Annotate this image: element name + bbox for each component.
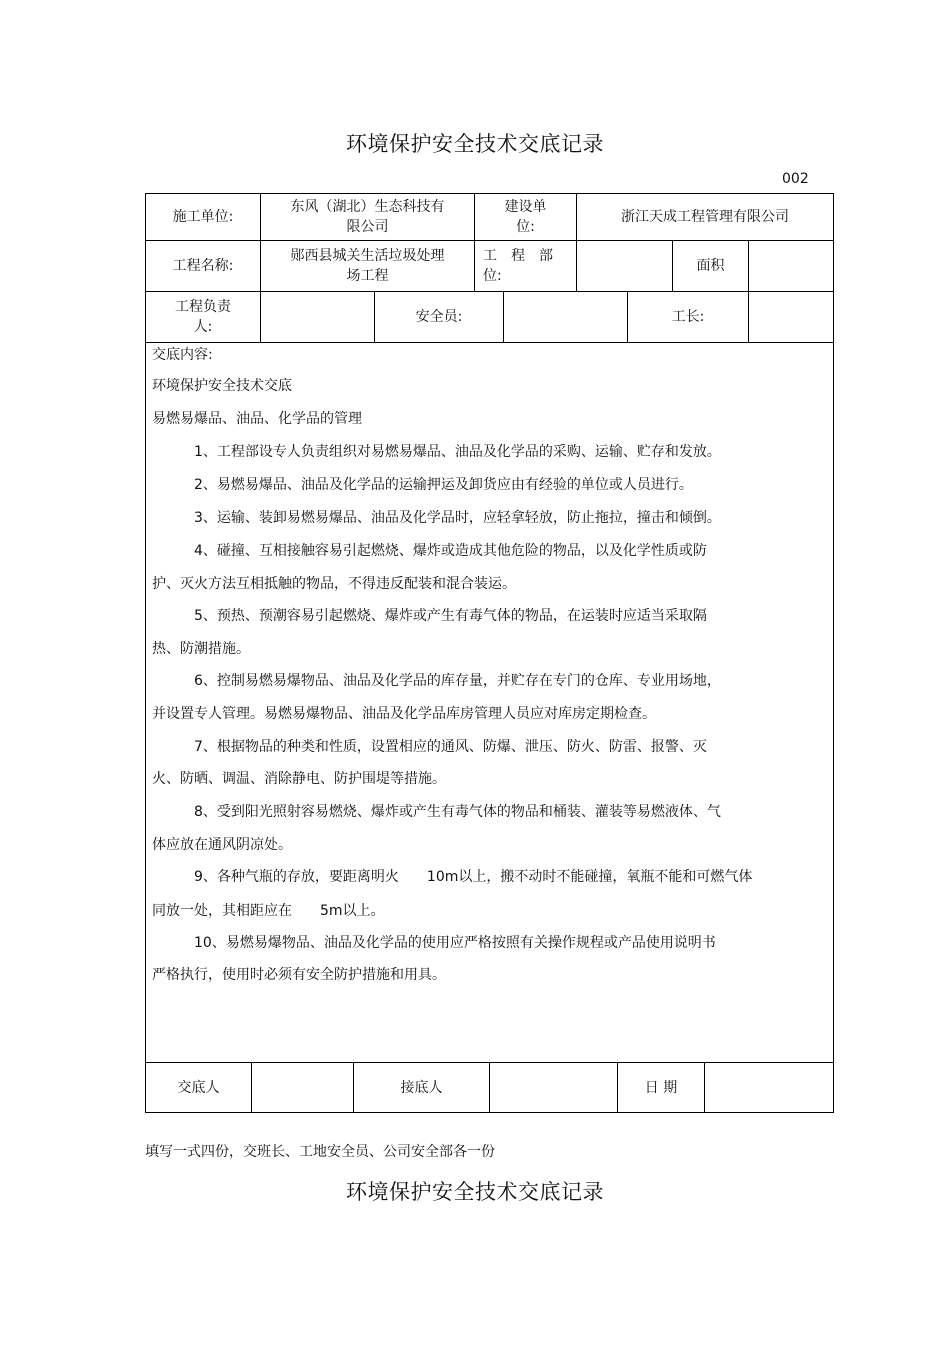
content-label: 交底内容: [152, 347, 213, 363]
document-number: 002 [782, 171, 809, 187]
table-col-divider [503, 291, 504, 343]
content-item: 8、受到阳光照射容易燃烧、爆炸或产生有毒气体的物品和桶装、灌装等易燃液体、气 [194, 804, 721, 820]
area-label: 面积 [696, 258, 725, 274]
content-item: 4、碰撞、互相接触容易引起燃烧、爆炸或造成其他危险的物品，以及化学性质或防 [194, 543, 707, 559]
table-col-divider [489, 1062, 490, 1113]
builder-unit-label: 建设单 位: [504, 199, 547, 235]
content-item: 5、预热、预潮容易引起燃烧、爆炸或产生有毒气体的物品，在运装时应适当采取隔 [194, 608, 707, 624]
content-item-continuation: 火、防晒、调温、消除静电、防护围堤等措施。 [152, 771, 446, 787]
project-part-label: 工 程 部 位: [483, 248, 553, 284]
content-item-continuation: 体应放在通风阴凉处。 [152, 837, 292, 853]
content-item: 10、易燃易爆物品、油品及化学品的使用应严格按照有关操作规程或产品使用说明书 [194, 935, 716, 951]
content-item-continuation: 严格执行，使用时必须有安全防护措施和用具。 [152, 967, 446, 983]
table-border-right [833, 193, 834, 1113]
content-item-continuation: 并设置专人管理。易燃易爆物品、油品及化学品库房管理人员应对库房定期检查。 [152, 706, 656, 722]
content-item: 1、工程部设专人负责组织对易燃易爆品、油品及化学品的采购、运输、贮存和发放。 [194, 444, 721, 460]
receiver-label: 接底人 [400, 1079, 443, 1096]
table-col-divider [748, 291, 749, 343]
content-heading: 环境保护安全技术交底 [152, 378, 292, 394]
content-item-continuation: 热、防潮措施。 [152, 641, 250, 657]
document-title: 环境保护安全技术交底记录 [346, 132, 604, 156]
footer-note: 填写一式四份，交班长、工地安全员、公司安全部各一份 [145, 1144, 495, 1160]
builder-unit-value: 浙江天成工程管理有限公司 [621, 209, 789, 225]
foreman-label: 工长: [671, 309, 705, 325]
content-item: 3、运输、装卸易燃易爆品、油品及化学品时，应轻拿轻放，防止拖拉，撞击和倾倒。 [194, 510, 721, 526]
discloser-label: 交底人 [177, 1079, 220, 1096]
content-item: 7、根据物品的种类和性质，设置相应的通风、防爆、泄压、防火、防雷、报警、灭 [194, 739, 707, 755]
date-label: 日 期 [644, 1079, 678, 1096]
table-col-divider [704, 1062, 705, 1113]
construction-unit-label: 施工单位: [172, 209, 234, 225]
project-name-label: 工程名称: [172, 258, 234, 274]
table-col-divider [251, 1062, 252, 1113]
document-title-repeat: 环境保护安全技术交底记录 [346, 1180, 604, 1204]
content-item: 6、控制易燃易爆物品、油品及化学品的库存量，并贮存在专门的仓库、专业用场地， [194, 673, 721, 689]
content-item-continuation: 护、灭火方法互相抵触的物品，不得违反配装和混合装运。 [152, 576, 516, 592]
table-row-divider [145, 342, 834, 343]
content-item: 9、各种气瓶的存放，要距离明火 10m以上，搬不动时不能碰撞，氧瓶不能和可燃气体 [194, 869, 753, 885]
table-col-divider [748, 240, 749, 292]
project-manager-label: 工程负责 人: [175, 299, 231, 335]
safety-officer-label: 安全员: [415, 309, 463, 325]
content-item-continuation: 同放一处，其相距应在 5m以上。 [152, 903, 385, 919]
table-col-divider [260, 291, 261, 343]
construction-unit-value: 东风（湖北）生态科技有 限公司 [290, 199, 445, 235]
content-item: 2、易燃易爆品、油品及化学品的运输押运及卸货应由有经验的单位或人员进行。 [194, 477, 693, 493]
project-name-value: 郧西县城关生活垃圾处理 场工程 [290, 248, 445, 284]
content-subheading: 易燃易爆品、油品、化学品的管理 [152, 411, 362, 427]
